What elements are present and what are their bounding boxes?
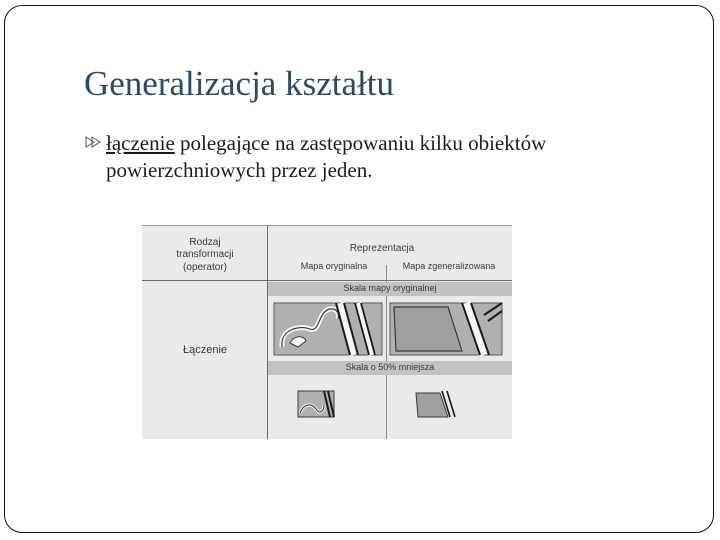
- bullet-item: [85, 130, 685, 184]
- bullet-arrow-icon: [85, 135, 103, 149]
- header-operator-line3: (operator): [183, 262, 227, 273]
- generalized-map-small: [410, 387, 470, 421]
- col-original-label: Mapa oryginalna: [300, 261, 368, 271]
- figure-header-rule: [142, 280, 512, 281]
- bullet-text-line2: powierzchniowych przez jeden.: [106, 158, 373, 182]
- figure-column-divider: [267, 225, 268, 439]
- figure-top-rule: [142, 225, 512, 226]
- col-generalized-label: Mapa zgeneralizowana: [402, 261, 496, 271]
- original-map-large: [270, 299, 386, 359]
- original-map-small: [294, 387, 354, 421]
- generalization-figure: [142, 225, 512, 439]
- header-operator-line1: Rodzaj: [189, 237, 221, 248]
- header-operator-line2: transformacji: [176, 249, 234, 260]
- band-scale-original: Skala mapy oryginalnej: [268, 282, 512, 296]
- bullet-term: łączenie: [106, 131, 175, 155]
- row-label-merging: Łączenie: [182, 344, 228, 356]
- slide-title: Generalizacja kształtu: [84, 64, 394, 103]
- bullet-text-line1: polegające na zastępowaniu kilku obiektów: [174, 131, 547, 155]
- generalized-map-large: [388, 299, 508, 359]
- bullet-text: [106, 130, 685, 184]
- band-scale-smaller: Skala o 50% mniejsza: [268, 361, 512, 375]
- header-representation: Reprezentacja: [349, 243, 415, 254]
